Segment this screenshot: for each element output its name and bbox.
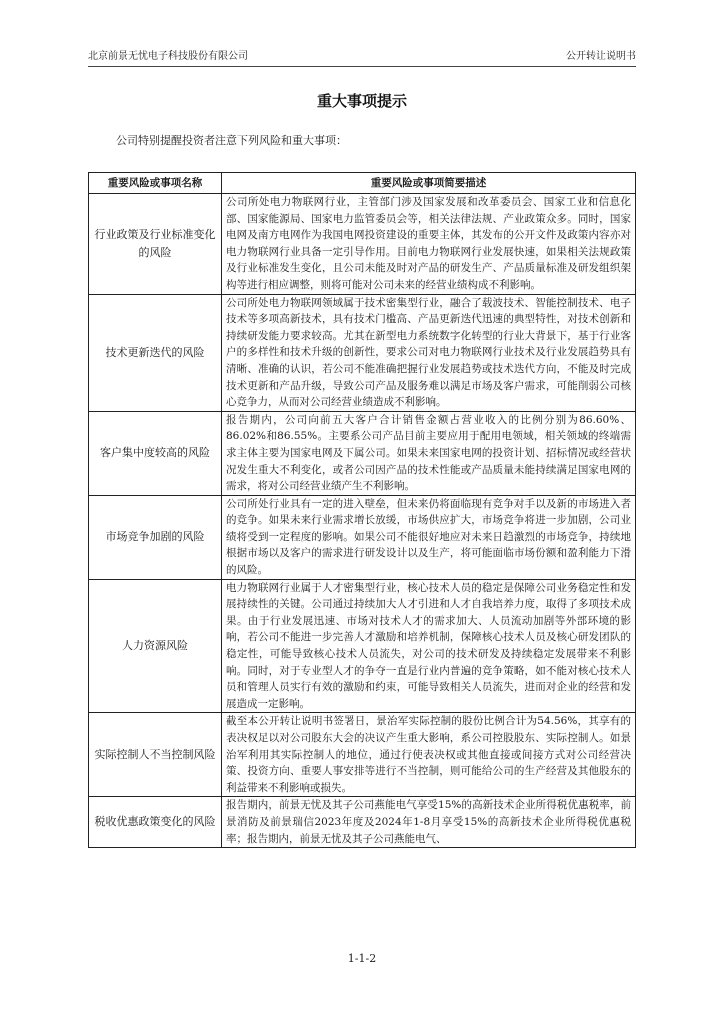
column-header-description: 重要风险或事项简要描述 bbox=[222, 173, 636, 194]
risk-description: 报告期内，公司向前五大客户合计销售金额占营业收入的比例分别为86.60%、86.02%和86.55%。主要系公司产品目前主要应用于配用电领域，相关领域的终端需求主体主要为国家电网及下属公司。如果未来国家电网的投资计划、招标情况或经营状况发生重大不利变化，或者公司因产品的技术性能或产品质量未能持续满足国家电网的需求，将对公司经营业绩产生不利影响。 bbox=[222, 411, 636, 495]
table-row bbox=[89, 194, 636, 295]
table-row bbox=[89, 411, 636, 495]
risk-name: 市场竞争加剧的风险 bbox=[89, 495, 222, 579]
risk-name: 客户集中度较高的风险 bbox=[89, 411, 222, 495]
risk-name: 税收优惠政策变化的风险 bbox=[89, 797, 222, 848]
table-row bbox=[89, 495, 636, 579]
company-name: 北京前景无忧电子科技股份有限公司 bbox=[88, 51, 248, 62]
table-row bbox=[89, 579, 636, 713]
risk-name: 行业政策及行业标准变化的风险 bbox=[89, 194, 222, 295]
risk-description: 公司所处电力物联网行业，主管部门涉及国家发展和改革委员会、国家工业和信息化部、国家能源局、国家电力监管委员会等，相关法律法规、产业政策众多。同时，国家电网及南方电网作为我国电网投资建设的重要主体，其发布的公开文件及政策内容亦对电力物联网行业具备一定引导作用。目前电力物联网行业发展快速，如果相关法规政策及行业标准发生变化，且公司未能及时对产品的研发生产、产品质量标准及研发组织架构等进行相应调整，则将可能对公司未来的经营业绩构成不利影响。 bbox=[222, 194, 636, 295]
risk-name: 人力资源风险 bbox=[89, 579, 222, 713]
table-row bbox=[89, 797, 636, 848]
risk-description: 公司所处电力物联网领域属于技术密集型行业，融合了载波技术、智能控制技术、电子技术等多项高新技术，具有技术门槛高、产品更新迭代迅速的典型特性，对技术创新和持续研发能力要求较高。尤其在新型电力系统数字化转型的行业大背景下，基于行业客户的多样性和技术升级的创新性，要求公司对电力物联网行业技术及行业发展趋势具有清晰、准确的认识，若公司不能准确把握行业发展趋势或技术迭代方向，不能及时完成技术更新和产品升级，导致公司产品及服务难以满足市场及客户需求，可能削弱公司核心竞争力，从而对公司经营业绩造成不利影响。 bbox=[222, 294, 636, 411]
page-header bbox=[88, 50, 636, 67]
risk-description: 公司所处行业具有一定的进入壁垒，但未来仍将面临现有竞争对手以及新的市场进入者的竞争。如果未来行业需求增长放缓，市场供应扩大，市场竞争将进一步加剧，公司业绩将受到一定程度的影响。如果公司不能很好地应对未来日趋激烈的市场竞争，持续地根据市场以及客户的需求进行研发设计以及生产，将可能面临市场份额和盈利能力下滑的风险。 bbox=[222, 495, 636, 579]
document-type: 公开转让说明书 bbox=[566, 51, 636, 62]
risk-description: 截至本公开转让说明书签署日，景治军实际控制的股份比例合计为54.56%，其享有的表决权足以对公司股东大会的决议产生重大影响，系公司控股股东、实际控制人。如景治军利用其实际控制人的地位，通过行使表决权或其他直接或间接方式对公司经营决策、投资方向、重要人事安排等进行不当控制，则可能给公司的生产经营及其他股东的利益带来不利影响或损失。 bbox=[222, 713, 636, 797]
intro-text: 公司特别提醒投资者注意下列风险和重大事项： bbox=[116, 134, 347, 147]
table-row bbox=[89, 713, 636, 797]
risk-name: 实际控制人不当控制风险 bbox=[89, 713, 222, 797]
table-header-row bbox=[89, 173, 636, 194]
page-number: 1-1-2 bbox=[347, 952, 377, 965]
page-title: 重大事项提示 bbox=[316, 92, 407, 110]
risk-description: 电力物联网行业属于人才密集型行业，核心技术人员的稳定是保障公司业务稳定性和发展持续性的关键。公司通过持续加大人才引进和人才自我培养力度，取得了多项技术成果。由于行业发展迅速、市场对技术人才的需求加大、人员流动加剧等外部环境的影响，若公司不能进一步完善人才激励和培养机制，保障核心技术人员及核心研发团队的稳定性，可能导致核心技术人员流失，对公司的技术研发及持续稳定发展带来不利影响。同时，对于专业型人才的争夺一直是行业内普遍的竞争策略，如不能对核心技术人员和管理人员实行有效的激励和约束，可能导致相关人员流失，进而对企业的经营和发展造成一定影响。 bbox=[222, 579, 636, 713]
risk-name: 技术更新迭代的风险 bbox=[89, 294, 222, 411]
risk-description: 报告期内，前景无忧及其子公司燕能电气享受15%的高新技术企业所得税优惠税率，前景消防及前景瑞信2023年度及2024年1-8月享受15%的高新技术企业所得税优惠税率；报告期内，前景无忧及其子公司燕能电气、 bbox=[222, 797, 636, 848]
risk-table bbox=[88, 172, 636, 848]
column-header-name: 重要风险或事项名称 bbox=[89, 173, 222, 194]
table-row bbox=[89, 294, 636, 411]
